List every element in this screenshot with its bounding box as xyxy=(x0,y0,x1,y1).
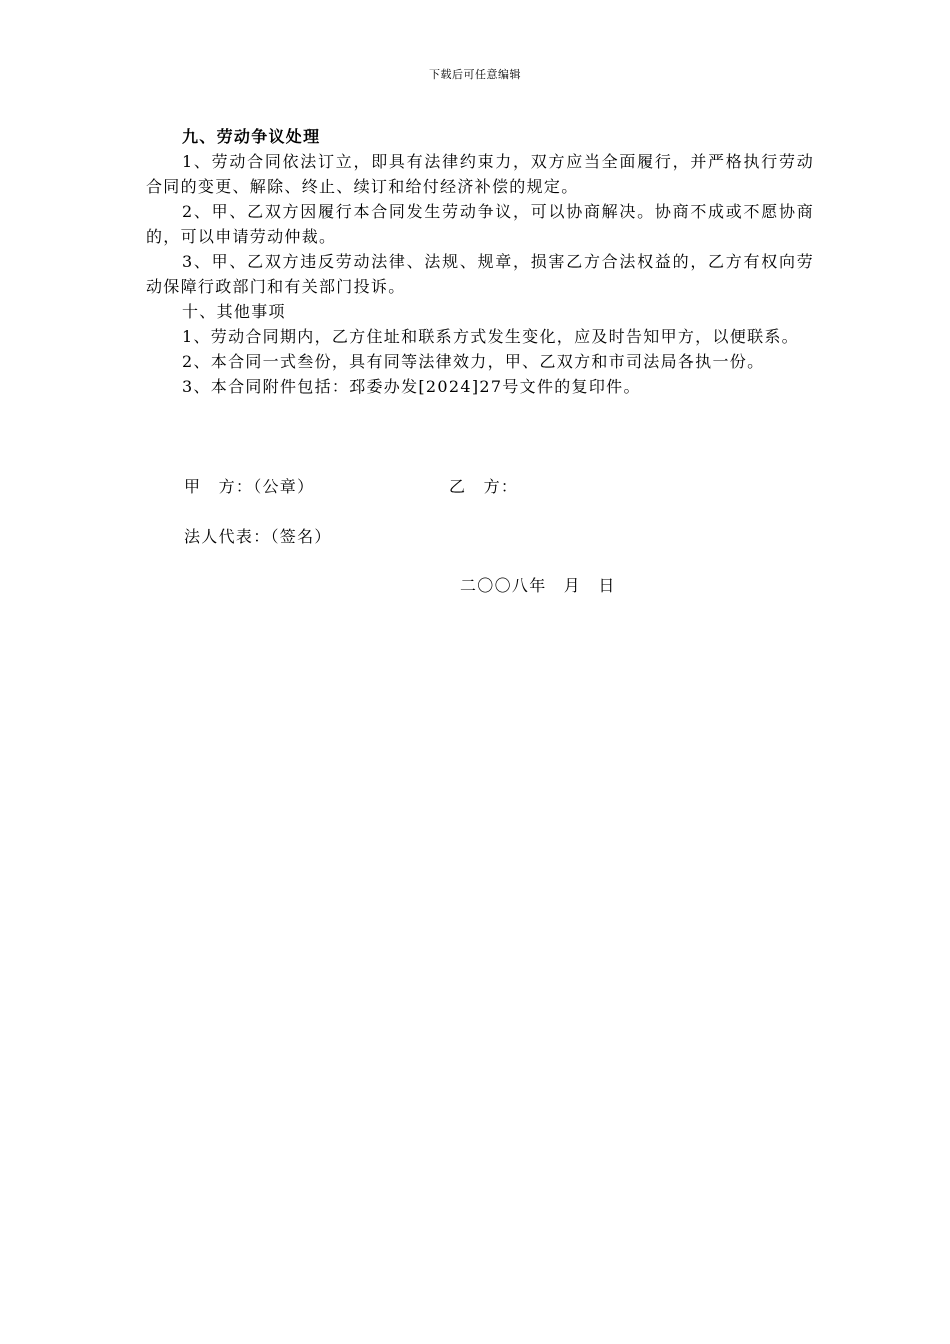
signing-date: 二〇〇八年 月 日 xyxy=(460,576,616,595)
section-10-heading: 十、其他事项 xyxy=(182,302,286,321)
legal-representative-signature: 法人代表：（签名） xyxy=(184,527,332,546)
section-10-paragraph: 2、本合同一式叁份，具有同等法律效力，甲、乙双方和市司法局各执一份。 xyxy=(182,352,765,371)
party-a-signature: 甲 方：（公章） xyxy=(184,477,315,496)
section-10-paragraph: 1、劳动合同期内，乙方住址和联系方式发生变化，应及时告知甲方，以便联系。 xyxy=(182,327,799,346)
document-body xyxy=(146,124,814,399)
header-note: 下载后可任意编辑 xyxy=(429,68,521,81)
section-9-heading: 九、劳动争议处理 xyxy=(182,127,321,146)
party-b-signature: 乙 方： xyxy=(449,477,519,496)
section-9-paragraph: 1、劳动合同依法订立，即具有法律约束力，双方应当全面履行，并严格执行劳动合同的变更、解除、终止、续订和给付经济补偿的规定。 xyxy=(146,152,814,196)
section-9-paragraph: 3、甲、乙双方违反劳动法律、法规、规章，损害乙方合法权益的，乙方有权向劳动保障行政部门和有关部门投诉。 xyxy=(146,252,814,296)
section-9-paragraph: 2、甲、乙双方因履行本合同发生劳动争议，可以协商解决。协商不成或不愿协商的，可以申请劳动仲裁。 xyxy=(146,202,814,246)
section-10-paragraph: 3、本合同附件包括：邳委办发[2024]27号文件的复印件。 xyxy=(182,377,641,396)
